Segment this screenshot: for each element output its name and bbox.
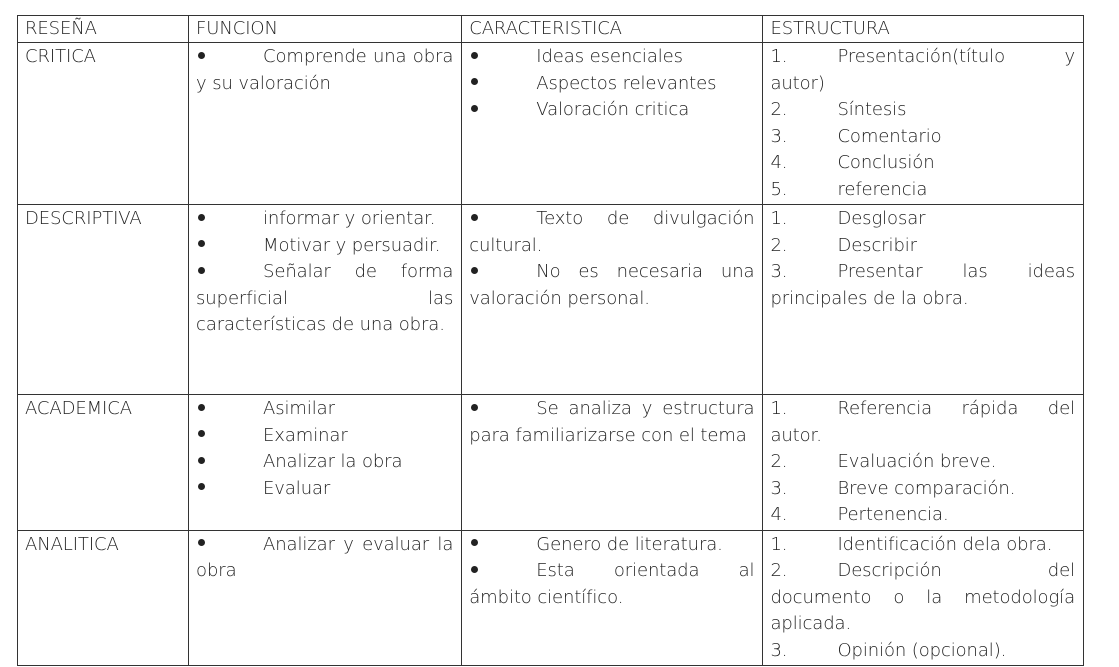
- numbered-item: [770, 396, 1075, 449]
- bullet-text: Analizar la obra: [263, 451, 403, 472]
- bullet-icon: [196, 206, 263, 233]
- item-text: Desglosar: [837, 208, 926, 229]
- numbered-item: [770, 532, 1075, 559]
- bullet-icon: [196, 476, 263, 503]
- header-row: [18, 16, 1084, 43]
- bullet-item: [196, 396, 453, 423]
- bullet-item: [469, 532, 754, 559]
- header-funcion: FUNCION: [189, 16, 462, 43]
- header-resena: RESEÑA: [18, 16, 189, 43]
- numbered-item: [770, 44, 1075, 97]
- numbered-item: [770, 558, 1075, 638]
- item-text: Pertenencia.: [837, 504, 949, 525]
- resena-type-cell: DESCRIPTIVA: [18, 205, 189, 395]
- bullet-item: [469, 206, 754, 259]
- item-text: Evaluación breve.: [837, 451, 997, 472]
- numbered-item: [770, 638, 1075, 665]
- bullet-text: Texto de divulgación cultural.: [469, 208, 755, 256]
- bullet-text: Examinar: [263, 424, 348, 446]
- item-number: 5.: [770, 178, 788, 200]
- item-text: Descripción del documento o la metodología aplicada.: [770, 560, 1075, 634]
- bullet-item: [469, 396, 754, 449]
- bullet-item: [196, 423, 453, 450]
- bullet-icon: [196, 396, 263, 423]
- bullet-icon: [196, 449, 263, 476]
- resena-type-cell: ANALITICA: [18, 530, 189, 666]
- bullet-icon: [196, 44, 263, 71]
- bullet-item: [196, 206, 453, 233]
- bullet-text: Comprende una obra y su valoración: [196, 46, 454, 94]
- resena-type-cell: CRITICA: [18, 43, 189, 205]
- bullet-icon: [196, 233, 263, 260]
- caracteristica-cell: [462, 43, 763, 205]
- item-text: Opinión (opcional).: [837, 639, 1007, 661]
- bullet-icon: [469, 44, 536, 71]
- item-number: 1.: [770, 533, 788, 555]
- estructura-cell: [763, 43, 1084, 205]
- bullet-icon: [469, 97, 536, 124]
- estructura-cell: [763, 205, 1084, 395]
- item-number: 1.: [770, 208, 788, 229]
- item-number: 2.: [770, 451, 788, 472]
- bullet-text: Ideas esenciales: [536, 46, 683, 67]
- item-number: 2.: [770, 560, 788, 581]
- item-number: 3.: [770, 261, 788, 282]
- item-text: Referencia rápida del autor.: [770, 398, 1075, 446]
- numbered-item: [770, 502, 1075, 529]
- caracteristica-cell: [462, 205, 763, 395]
- item-number: 1.: [770, 46, 788, 67]
- table-row: [18, 43, 1084, 205]
- bullet-item: [196, 233, 453, 260]
- bullet-text: Genero de literatura.: [536, 533, 723, 555]
- item-number: 3.: [770, 639, 788, 661]
- bullet-icon: [469, 71, 536, 98]
- item-text: referencia: [837, 178, 928, 200]
- item-text: Presentar las ideas principales de la obra.: [770, 261, 1075, 309]
- item-text: Describir: [837, 234, 917, 256]
- numbered-item: [770, 476, 1075, 503]
- item-number: 3.: [770, 125, 788, 147]
- item-number: 1.: [770, 398, 788, 419]
- item-number: 4.: [770, 504, 788, 525]
- numbered-item: [770, 150, 1075, 177]
- bullet-icon: [469, 259, 536, 286]
- bullet-text: Valoración critica: [536, 99, 690, 120]
- bullet-item: [196, 449, 453, 476]
- numbered-item: [770, 97, 1075, 124]
- table-row: [18, 395, 1084, 531]
- bullet-text: Aspectos relevantes: [536, 72, 717, 94]
- bullet-text: Se analiza y estructura para familiarizarse con el tema: [469, 398, 755, 446]
- bullet-item: [469, 44, 754, 71]
- bullet-item: [196, 476, 453, 503]
- bullet-item: [469, 97, 754, 124]
- header-caracteristica: CARACTERISTICA: [462, 16, 763, 43]
- header-estructura: ESTRUCTURA: [763, 16, 1084, 43]
- bullet-text: No es necesaria una valoración personal.: [469, 261, 755, 309]
- item-number: 4.: [770, 152, 788, 173]
- item-number: 2.: [770, 234, 788, 256]
- estructura-cell: [763, 395, 1084, 531]
- bullet-icon: [469, 532, 536, 559]
- bullet-text: Señalar de forma superficial las características de una obra.: [196, 261, 454, 335]
- item-text: Presentación(título y autor): [770, 46, 1075, 94]
- funcion-cell: [189, 43, 462, 205]
- numbered-item: [770, 259, 1075, 312]
- bullet-icon: [196, 423, 263, 450]
- item-number: 3.: [770, 477, 788, 499]
- funcion-cell: [189, 395, 462, 531]
- bullet-item: [196, 259, 453, 339]
- bullet-icon: [469, 396, 536, 423]
- numbered-item: [770, 449, 1075, 476]
- resena-type-cell: ACADEMICA: [18, 395, 189, 531]
- bullet-icon: [469, 206, 536, 233]
- table-row: [18, 205, 1084, 395]
- numbered-item: [770, 177, 1075, 204]
- item-text: Identificación dela obra.: [837, 533, 1053, 555]
- bullet-text: Analizar y evaluar la obra: [196, 533, 454, 581]
- bullet-text: Motivar y persuadir.: [263, 234, 441, 256]
- resena-table: [17, 15, 1084, 666]
- bullet-item: [469, 558, 754, 611]
- funcion-cell: [189, 205, 462, 395]
- bullet-text: informar y orientar.: [263, 208, 436, 229]
- numbered-item: [770, 233, 1075, 260]
- funcion-cell: [189, 530, 462, 666]
- estructura-cell: [763, 530, 1084, 666]
- item-number: 2.: [770, 99, 788, 120]
- item-text: Comentario: [837, 125, 942, 147]
- bullet-item: [196, 532, 453, 585]
- bullet-icon: [469, 558, 536, 585]
- table-row: [18, 530, 1084, 666]
- bullet-icon: [196, 259, 263, 286]
- bullet-item: [469, 71, 754, 98]
- bullet-icon: [196, 532, 263, 559]
- bullet-text: Evaluar: [263, 477, 331, 499]
- caracteristica-cell: [462, 530, 763, 666]
- bullet-text: Esta orientada al ámbito científico.: [469, 560, 755, 608]
- item-text: Breve comparación.: [837, 477, 1016, 499]
- item-text: Síntesis: [837, 99, 907, 120]
- bullet-item: [469, 259, 754, 312]
- numbered-item: [770, 206, 1075, 233]
- item-text: Conclusión: [837, 152, 935, 173]
- numbered-item: [770, 124, 1075, 151]
- caracteristica-cell: [462, 395, 763, 531]
- bullet-item: [196, 44, 453, 97]
- bullet-text: Asimilar: [263, 398, 335, 419]
